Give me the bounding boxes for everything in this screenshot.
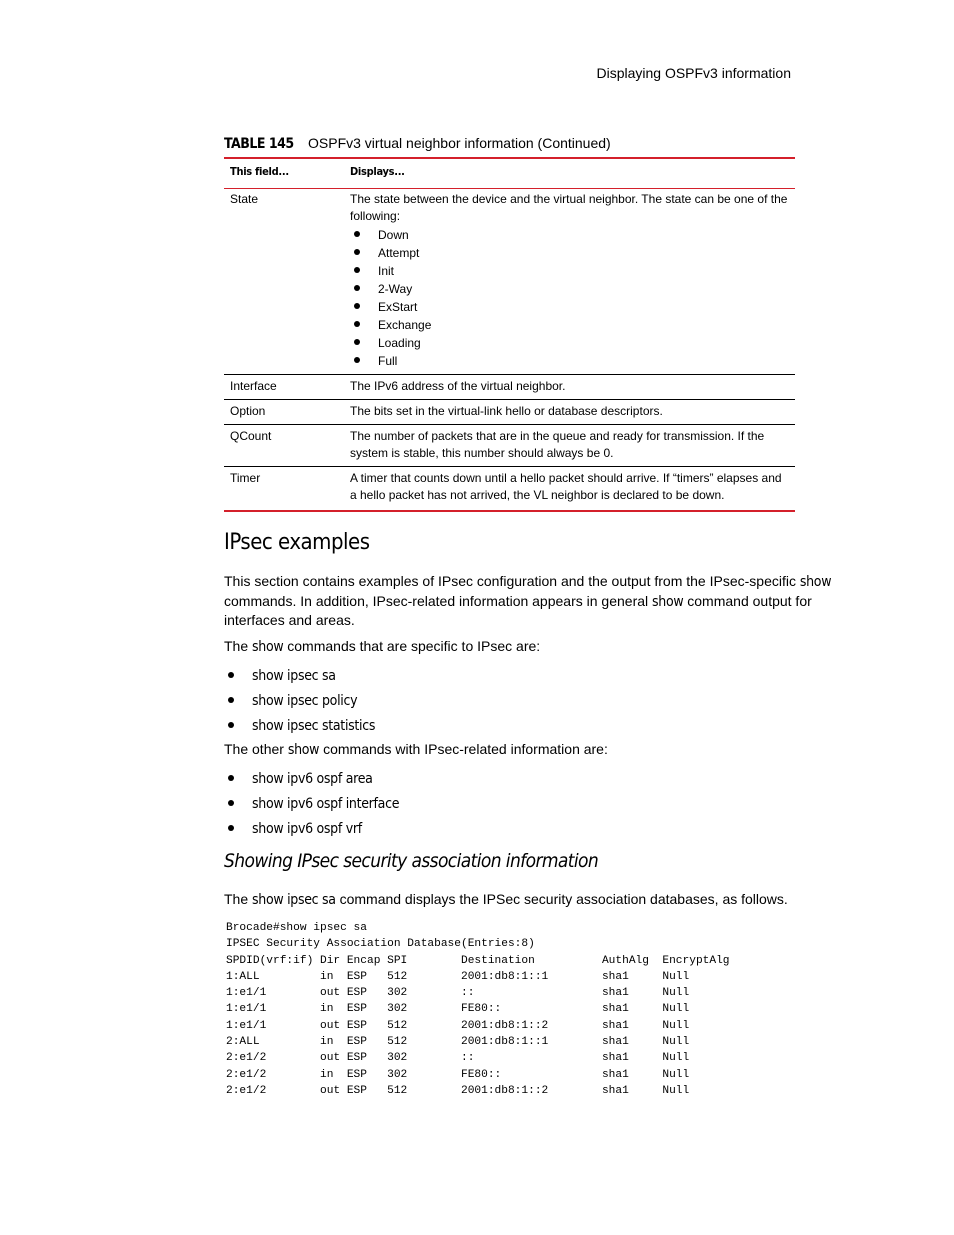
field-cell: Option [224, 400, 344, 425]
cli-output: Brocade#show ipsec sa IPSEC Security Association Database(Entries:8) SPDID(vrf:if) Dir Encap SPI Destination AuthAlg EncryptAlg 1:ALL in ESP 512 2001:db8:1::1 sha1 Null 1:e1/1 out ESP 302 :: sha1 Null 1:e1/1 in ESP 302 FE80:: sha1 Null 1:e1/1 out ESP 512 2001:db8:1::2 sha1 Null 2:ALL in ESP 512 2001:db8:1::1 sha1 Null 2:e1/2 out ESP 302 :: sha1 Null 2:e1/2 in ESP 302 FE80:: sha1 Null 2:e1/2 out ESP 512 2001:db8:1::2 sha1 Null [226, 922, 730, 1097]
displays-cell [344, 189, 795, 375]
ipsec-commands-intro [224, 637, 864, 657]
command-keyword: show [799, 574, 832, 590]
command-keyword: show [287, 742, 320, 758]
field-cell: QCount [224, 425, 344, 467]
subsection-heading: Showing IPsec security association information [224, 850, 599, 872]
table-row [224, 467, 795, 512]
table-row [224, 425, 795, 467]
column-header-field: This field... [224, 158, 344, 189]
list-item [224, 716, 375, 741]
intro-paragraph [224, 572, 864, 630]
displays-cell: A timer that counts down until a hello packet should arrive. If “timers” elapses and a hello packet has not arrived, the VL neighbor is declared to be down. [344, 467, 795, 512]
other-commands-intro [224, 740, 864, 760]
table-title: OSPFv3 virtual neighbor information (Continued) [308, 135, 611, 151]
other-command-list [224, 769, 399, 844]
list-item [224, 769, 399, 794]
displays-cell: The number of packets that are in the queue and ready for transmission. If the system is stable, this number should always be 0. [344, 425, 795, 467]
table-row [224, 189, 795, 375]
field-cell: Timer [224, 467, 344, 512]
displays-cell: The IPv6 address of the virtual neighbor. [344, 375, 795, 400]
command-name: show ipsec sa [252, 668, 336, 684]
text-run: The [224, 891, 253, 907]
list-item: Down [350, 226, 789, 244]
list-item [224, 666, 375, 691]
field-cell: Interface [224, 375, 344, 400]
table-caption [224, 135, 795, 152]
displays-cell: The bits set in the virtual-link hello or database descriptors. [344, 400, 795, 425]
sa-command-paragraph [224, 890, 864, 910]
command-keyword: show ipsec sa [252, 892, 336, 908]
list-item: Loading [350, 334, 789, 352]
list-item [224, 691, 375, 716]
list-item: 2-Way [350, 280, 789, 298]
command-keyword: show [652, 593, 684, 610]
list-item: Init [350, 262, 789, 280]
column-header-displays: Displays... [344, 158, 795, 189]
text-run: commands with IPsec-related information are: [319, 741, 608, 757]
running-header: Displaying OSPFv3 information [596, 65, 791, 81]
list-item [224, 819, 399, 844]
list-item: Exchange [350, 316, 789, 334]
text-run: This section contains examples of IPsec configuration and the output from the IPsec-specific [224, 573, 800, 589]
command-name: show ipv6 ospf interface [252, 796, 400, 812]
text-run: The [224, 638, 253, 654]
ipsec-command-list [224, 666, 375, 741]
command-keyword: show [252, 639, 284, 655]
text-run: commands that are specific to IPsec are: [283, 638, 541, 654]
state-list [350, 226, 789, 370]
text-run: The other [224, 741, 288, 757]
list-item [224, 794, 399, 819]
command-name: show ipv6 ospf area [252, 771, 373, 787]
section-heading: IPsec examples [224, 530, 370, 555]
list-item: ExStart [350, 298, 789, 316]
list-item: Attempt [350, 244, 789, 262]
list-item: Full [350, 352, 789, 370]
text-run: commands. In addition, IPsec-related information appears in general [224, 592, 653, 609]
field-cell: State [224, 189, 344, 375]
text-run: command displays the IPSec security association databases, as follows. [335, 891, 788, 907]
command-name: show ipv6 ospf vrf [252, 821, 362, 837]
table-header-row [224, 158, 795, 189]
ospfv3-virtual-neighbor-table [224, 157, 795, 512]
state-description: The state between the device and the virtual neighbor. The state can be one of the following: [350, 192, 788, 223]
command-name: show ipsec policy [252, 693, 358, 709]
text-run: command output for interfaces and areas. [224, 592, 812, 628]
table-row [224, 400, 795, 425]
command-name: show ipsec statistics [252, 718, 376, 734]
table-row [224, 375, 795, 400]
table-number: TABLE 145 [224, 136, 294, 152]
